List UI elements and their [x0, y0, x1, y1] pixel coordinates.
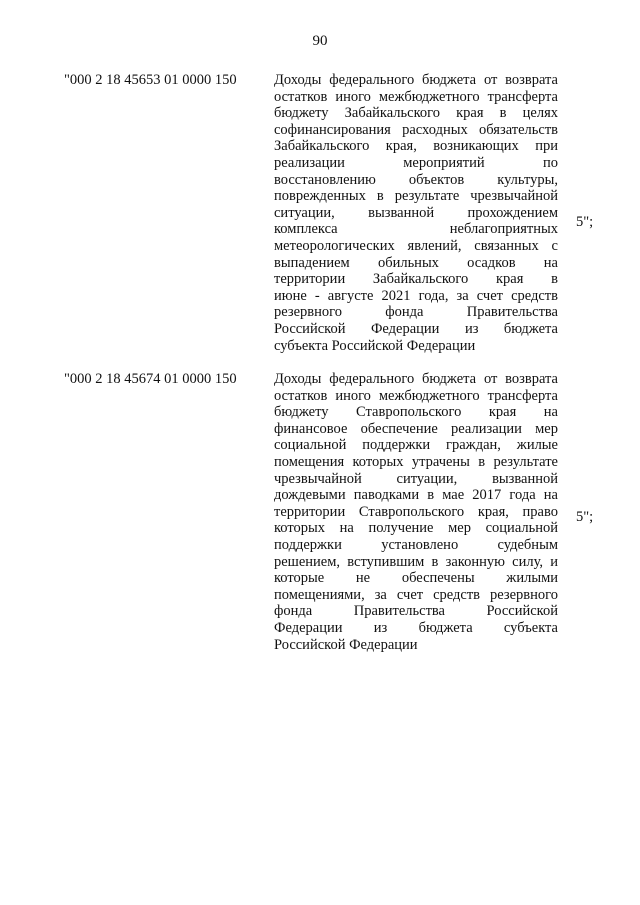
- description-line: территории Ставропольского края, право: [274, 503, 558, 520]
- description-line: Забайкальского края, возникающих при: [274, 138, 558, 155]
- description-line: субъекта Российской Федерации: [274, 337, 476, 354]
- description-line: поврежденных в результате чрезвычайной: [274, 188, 558, 205]
- description-line: метеорологических явлений, связанных с: [274, 237, 558, 254]
- description-line: финансовое обеспечение реализации мер: [274, 420, 558, 437]
- description-line: Доходы федерального бюджета от возврата: [274, 371, 558, 387]
- description-line: резервного фонда Правительства: [274, 304, 558, 321]
- description-line: решением, вступившим в законную силу, и: [274, 553, 558, 570]
- description-line: восстановлению объектов культуры,: [274, 171, 558, 188]
- description-line: дождевыми паводками в мае 2017 года на: [274, 487, 558, 504]
- classification-code: "000 2 18 45653 01 0000 150: [64, 72, 237, 88]
- description-line: остатков иного межбюджетного трансферта: [274, 387, 558, 404]
- description-line: чрезвычайной ситуации, вызванной: [274, 470, 558, 487]
- entry-description: [274, 72, 558, 354]
- description-line: остатков иного межбюджетного трансферта: [274, 88, 558, 105]
- description-line: помещениями, за счет средств резервного: [274, 586, 558, 603]
- description-line: Российской Федерации из бюджета: [274, 320, 558, 337]
- description-line: Российской Федерации: [274, 636, 418, 653]
- description-line: помещения которых утрачены в результате: [274, 453, 558, 470]
- page-number: 90: [312, 33, 328, 49]
- description-line: выпадением обильных осадков на: [274, 254, 558, 271]
- description-line: которых на получение мер социальной: [274, 520, 558, 537]
- description-line: бюджету Забайкальского края в целях: [274, 105, 558, 122]
- entry-value: 5";: [576, 214, 594, 230]
- description-line: которые не обеспечены жилыми: [274, 570, 558, 587]
- description-line: июне - августе 2021 года, за счет средств: [274, 287, 558, 304]
- entry-value: 5";: [576, 509, 594, 525]
- description-line: фонда Правительства Российской: [274, 603, 558, 620]
- description-line: комплекса неблагоприятных: [274, 221, 558, 238]
- entry-description: [274, 371, 558, 653]
- description-line: реализации мероприятий по: [274, 154, 558, 171]
- description-line: ситуации, вызванной прохождением: [274, 204, 558, 221]
- description-line: территории Забайкальского края в: [274, 271, 558, 288]
- description-line: социальной поддержки граждан, жилые: [274, 437, 558, 454]
- description-line: Федерации из бюджета субъекта: [274, 619, 558, 636]
- classification-code: "000 2 18 45674 01 0000 150: [64, 371, 237, 387]
- description-line: софинансирования расходных обязательств: [274, 121, 558, 138]
- description-line: поддержки установлено судебным: [274, 536, 558, 553]
- description-line: бюджету Ставропольского края на: [274, 404, 558, 421]
- description-line: Доходы федерального бюджета от возврата: [274, 72, 558, 88]
